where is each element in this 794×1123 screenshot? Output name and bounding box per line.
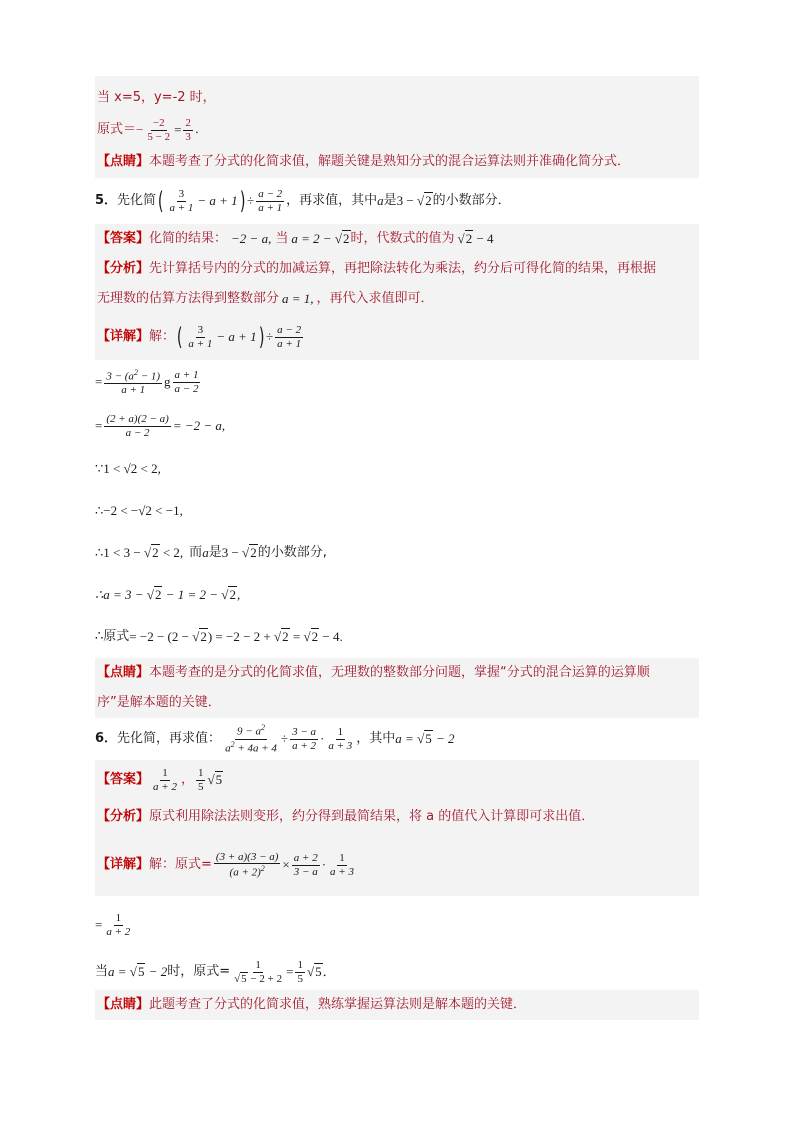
q5-analysis-line2-b: ，再代入求值即可． [316, 290, 434, 306]
q5-prompt-frac-b: $\frac{a - 2}{a + 1}$ [258, 187, 283, 214]
q6-eval-prefix: 当 [95, 963, 109, 979]
q5-analysis-tag: 【分析】 [97, 260, 150, 276]
q5-step-so2-c: 是 [208, 544, 222, 560]
q5-prompt-b: ，再求值，其中 [286, 192, 378, 208]
q6-detail-prefix: 解：原式= [149, 856, 212, 872]
q6-answer-tag: 【答案】 [97, 771, 150, 787]
q5-step-3 [95, 448, 699, 490]
top-frac-1-den: 5 − 2 [147, 130, 171, 143]
q5-dianjing-block [95, 658, 699, 718]
q5-dianjing-1 [97, 658, 699, 688]
q5-solution-block [95, 224, 699, 360]
top-dianjing [97, 150, 699, 174]
top-line-2-prefix: 原式＝ [97, 121, 137, 137]
q5-step-1: = $\frac{3 - (a^2 - 1)}{a + 1}$ g $\frac{a + 1}{a - 2}$ [95, 367, 199, 396]
q6-prompt-b: ，其中 [356, 730, 396, 746]
q5-analysis-1 [97, 254, 699, 284]
q6-dianjing-block [95, 990, 699, 1020]
q5-dianjing-2 [97, 688, 699, 718]
q5-dianjing-tag: 【点睛】 [97, 664, 150, 680]
q6-dianjing [97, 990, 699, 1020]
q6-eval-mid: 时，原式= [167, 963, 231, 979]
top-line-1-text: 当 x=5，y=-2 时， [97, 89, 216, 105]
q6-answer: 【答案】 $\frac{1}{a + 2}$ ， $\frac{1}{5}$ √5 [97, 766, 223, 793]
q5-analysis-line1: 先计算括号内的分式的加减运算，再把除法转化为乘法，约分后可得化简的结果，再根据 [149, 260, 657, 276]
q5-detail-tag: 【详解】 [97, 328, 150, 344]
top-dianjing-text: 本题考查了分式的化简求值，解题关键是熟知分式的混合运算法则并准确化简分式． [149, 153, 631, 169]
q5-dianjing-line1: 本题考查的是分式的化简求值，无理数的整数部分问题，掌握“分式的混合运算的运算顺 [149, 664, 650, 680]
q5-step-so1: ∴−2 < −√2 < −1, [95, 502, 183, 518]
q5-answer-expr: −2 − a, [231, 230, 272, 246]
q6-number: 6． [95, 730, 118, 746]
q5-dianjing-line2: 序”是解本题的关键． [97, 694, 221, 710]
top-line-2: 原式＝ − $\frac{-2}{5 - 2}$ = $\frac{2}{3}$ ． [97, 116, 208, 143]
q5-prompt-a: 先化简 [117, 192, 157, 208]
q5-prompt-d: 的小数部分． [432, 192, 511, 208]
q5-step-4 [95, 490, 699, 532]
q6-step-1: = $\frac{1}{a + 2}$ [95, 911, 131, 938]
q6-analysis [97, 800, 699, 834]
q5-step-because: ∵1 < √2 < 2, [95, 460, 161, 476]
q6-dianjing-text: 此题考查了分式的化简求值，熟练掌握运算法则是解本题的关键． [149, 996, 527, 1012]
q6-analysis-text: 原式利用除法法则变形，约分得到最简结果，将 a 的值代入计算即可求出值． [149, 808, 595, 824]
top-frac-1 [145, 117, 172, 143]
q5-step-2: = $\frac{(2 + a)(2 - a)}{a - 2}$ = −2 − a, [95, 412, 226, 439]
q6-analysis-tag: 【分析】 [97, 808, 150, 824]
q5-detail-1: 【详解】 解： ( $\frac{3}{a + 1}$ − a + 1 ) ÷ $\frac{a - 2}{a + 1}$ [97, 323, 302, 351]
q6-prompt-a: 先化简，再求值： [117, 730, 222, 746]
q5-prompt-c: 是 [383, 192, 397, 208]
top-frac-1-num: −2 [152, 116, 165, 129]
top-frac-2 [183, 117, 193, 143]
q5-number: 5． [95, 192, 118, 208]
q5-step-5: ∴1 < 3 − √2 < 2, 而 a 是 3 − √2 的小数部分, [95, 544, 327, 560]
q5-answer: 【答案】 化简的结果： −2 − a, 当 a = 2 − √2 时，代数式的值为 √2 − 4 [97, 230, 494, 246]
q5-analysis-2: 无理数的估算方法得到整数部分 a = 1, ，再代入求值即可． [97, 290, 434, 306]
top-dianjing-tag: 【点睛】 [97, 153, 150, 169]
q5-answer-text-a: 化简的结果： [149, 230, 228, 246]
q6-detail: 【详解】 解：原式= $\frac{(3 + a)(3 - a)}{(a + 2)^2}$ × $\frac{a + 2}{3 - a}$ · $\frac{1}{a + 3}$ [97, 850, 354, 879]
q6-detail-tag: 【详解】 [97, 856, 150, 872]
q6-dianjing-tag: 【点睛】 [97, 996, 150, 1012]
q5-prompt-frac-a: $\frac{3}{a + 1}$ [169, 187, 194, 214]
q5-step-7: ∴原式 = −2 − (2 − √2) = −2 − 2 + √2 = √2 − 4. [95, 628, 343, 644]
q5-step-so2-d: 的小数部分, [257, 544, 327, 560]
q5-step-6: ∴a = 3 − √2 − 1 = 2 − √2, [95, 586, 241, 602]
top-frac-2-den: 3 [185, 130, 191, 143]
q5-answer-tag: 【答案】 [97, 230, 150, 246]
q5-analysis-line2-a: 无理数的估算方法得到整数部分 [97, 290, 280, 306]
document-page [95, 76, 699, 1020]
q5-step-so2-b: 而 [189, 544, 203, 560]
top-solution-block [95, 76, 699, 178]
q6-eval: 当 a = √5 − 2 时，原式= $\frac{1}{√5 - 2 + 2}$ = $\frac{1}{5}$ √5． [95, 958, 336, 985]
top-line-1 [97, 86, 699, 110]
q5-step-final-prefix: ∴原式 [95, 628, 130, 644]
top-frac-2-num: 2 [185, 116, 191, 129]
q6-prompt: 6． 先化简，再求值： $\frac{9 - a^2}{a^2 + 4a + 4}$ ÷ $\frac{3 - a}{a + 2}$ · $\frac{1}{a + 3}$ ，其中 a = √5 − 2 [95, 723, 455, 755]
q5-answer-text-b: 当 [275, 230, 289, 246]
q5-prompt: 5． 先化简 ( $\frac{3}{a + 1}$ − a + 1 ) ÷ $\frac{a - 2}{a + 1}$ ，再求值，其中 a 是 3 − √2 的小数部分． [95, 187, 511, 215]
q6-answer-block [95, 760, 699, 896]
q5-answer-text-c: 时，代数式的值为 [350, 230, 455, 246]
q5-detail-solve: 解： [149, 328, 176, 344]
